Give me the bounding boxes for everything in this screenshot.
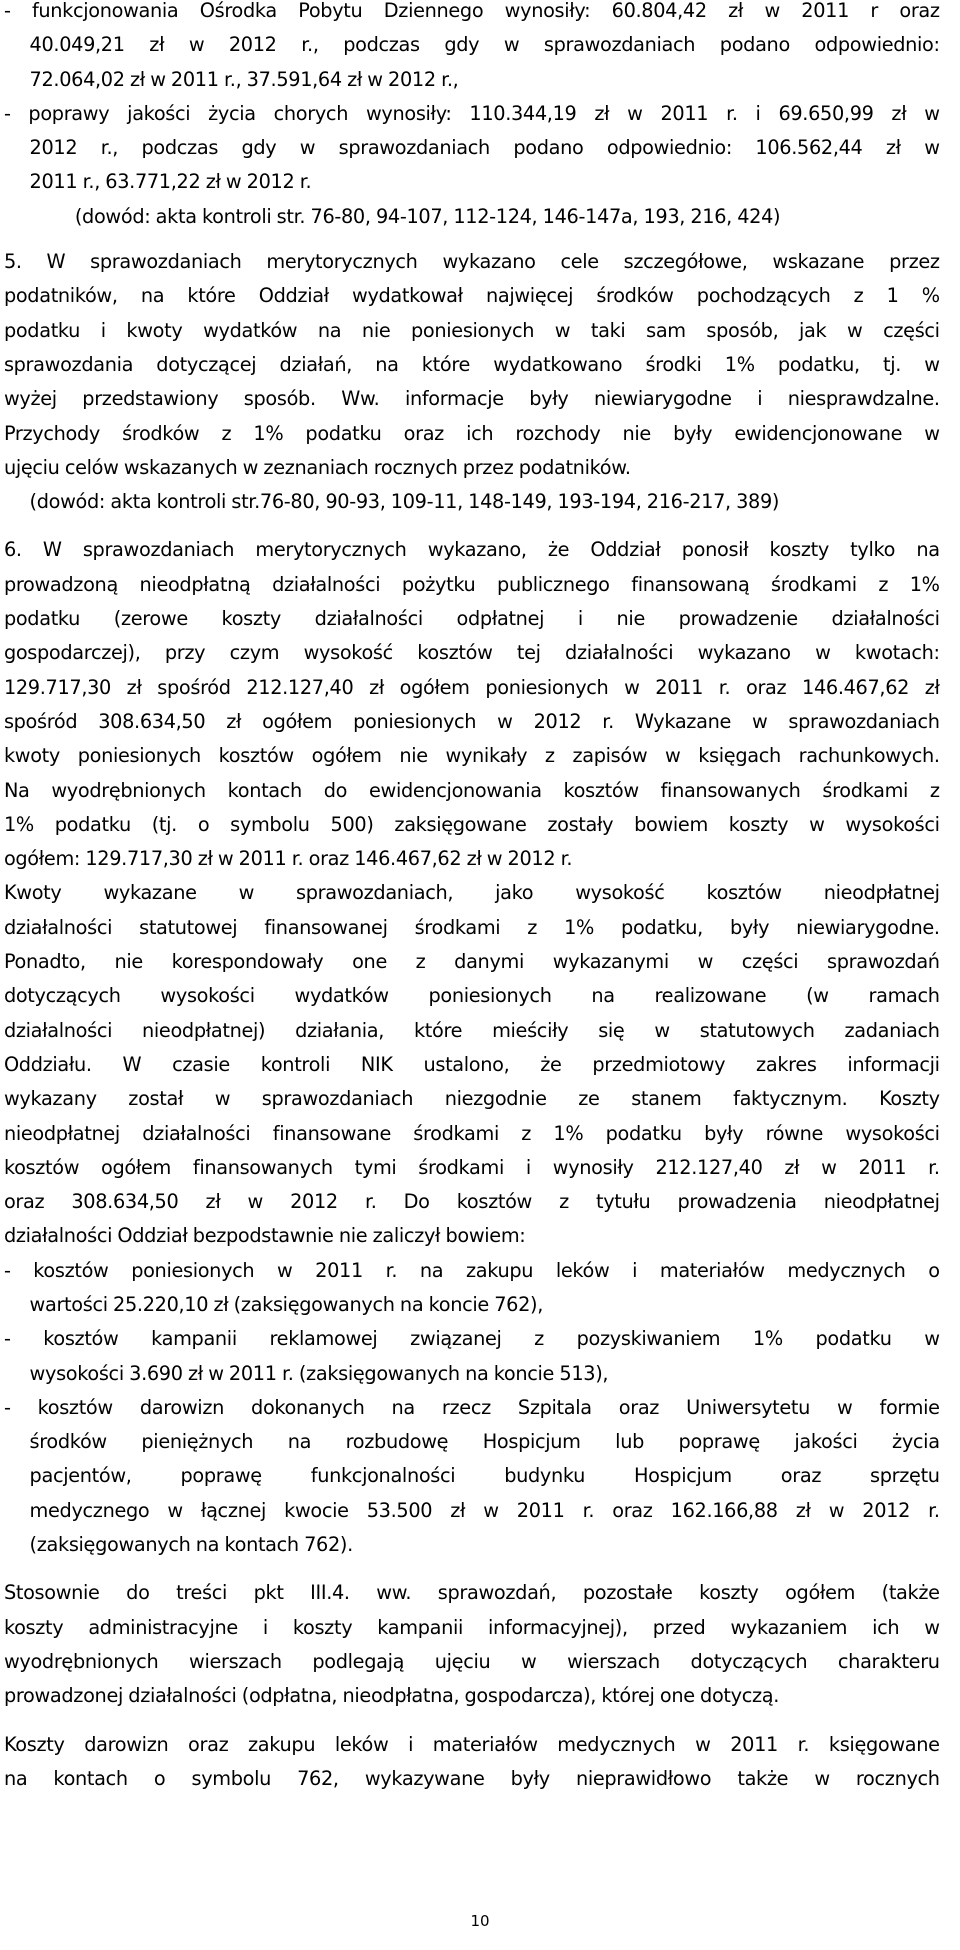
list-item-continuation: medycznego w łącznej kwocie 53.500 zł w 2011 r. oraz 162.166,88 zł w 2012 r. [29,1498,940,1522]
list-item: - kosztów poniesionych w 2011 r. na zakupu leków i materiałów medycznych o [3,1258,940,1282]
text-line: na kontach o symbolu 762, wykazywane były nieprawidłowo także w rocznych [3,1766,940,1790]
text-line: nieodpłatnej działalności finansowane środkami z 1% podatku były równe wysokości [3,1121,940,1145]
text-line: podatku i kwoty wydatków na nie poniesionych w taki sam sposób, jak w części [3,318,940,342]
text-line: - poprawy jakości życia chorych wynosiły: 110.344,19 zł w 2011 r. i 69.650,99 zł w [3,101,940,125]
text-line: 72.064,02 zł w 2011 r., 37.591,64 zł w 2012 r., [29,67,459,91]
point-6 [4,533,940,1562]
text-line: działalności statutowej finansowanej środkami z 1% podatku, były niewiarygodne. [3,915,940,939]
list-item: - kosztów kampanii reklamowej związanej z pozyskiwaniem 1% podatku w [3,1327,940,1351]
text-line: ujęciu celów wskazanych w zeznaniach rocznych przez podatników. [3,455,631,479]
cost-list-continuation [4,0,940,234]
text-line: oraz 308.634,50 zł w 2012 r. Do kosztów z tytułu prowadzenia nieodpłatnej [3,1190,940,1214]
list-item: - kosztów darowizn dokonanych na rzecz Szpitala oraz Uniwersytetu w formie [3,1395,940,1419]
text-line: ogółem: 129.717,30 zł w 2011 r. oraz 146.467,62 zł w 2012 r. [3,847,573,871]
text-line: działalności nieodpłatnej) działania, które mieściły się w statutowych zadaniach [3,1018,940,1042]
text-line: 5. W sprawozdaniach merytorycznych wykazano cele szczegółowe, wskazane przez [3,250,940,274]
text-line: działalności Oddział bezpodstawnie nie zaliczył bowiem: [3,1224,526,1248]
text-line: spośród 308.634,50 zł ogółem poniesionych w 2012 r. Wykazane w sprawozdaniach [3,709,940,733]
text-line: prowadzonej działalności (odpłatna, nieodpłatna, gospodarcza), której one dotyczą. [3,1684,780,1708]
text-line: koszty administracyjne i koszty kampanii informacyjnej), przed wykazaniem ich w [3,1615,940,1639]
list-item-continuation: wysokości 3.690 zł w 2011 r. (zaksięgowanych na koncie 513), [29,1361,609,1385]
text-line: podatników, na które Oddział wydatkował najwięcej środków pochodzących z 1 % [3,284,940,308]
page-number: 10 [470,1912,490,1930]
list-item-continuation: środków pieniężnych na rozbudowę Hospicjum lub poprawę jakości życia [29,1430,940,1454]
text-line: wyżej przedstawiony sposób. Ww. informacje były niewiarygodne i niesprawdzalne. [3,387,940,411]
list-item-continuation: pacjentów, poprawę funkcjonalności budynku Hospicjum oraz sprzętu [29,1464,940,1488]
text-line: Oddziału. W czasie kontroli NIK ustalono, że przedmiotowy zakres informacji [3,1052,940,1076]
text-line: 40.049,21 zł w 2012 r., podczas gdy w sprawozdaniach podano odpowiednio: [29,33,940,57]
text-line: sprawozdania dotyczącej działań, na które wydatkowano środki 1% podatku, tj. w [3,352,940,376]
text-line: 6. W sprawozdaniach merytorycznych wykazano, że Oddział ponosił koszty tylko na [3,538,940,562]
text-line: Ponadto, nie korespondowały one z danymi wykazanymi w części sprawozdań [3,950,940,974]
paragraph-koszty-darowizn [4,1728,940,1797]
text-line: kosztów ogółem finansowanych tymi środkami i wynosiły 212.127,40 zł w 2011 r. [3,1155,940,1179]
text-line: prowadzoną nieodpłatną działalności pożytku publicznego finansowaną środkami z 1% [3,572,940,596]
list-item-continuation: (zaksięgowanych na kontach 762). [29,1533,353,1557]
text-line: Kwoty wykazane w sprawozdaniach, jako wysokość kosztów nieodpłatnej [3,881,940,905]
list-item-continuation: wartości 25.220,10 zł (zaksięgowanych na koncie 762), [29,1292,543,1316]
text-line: dotyczących wysokości wydatków poniesionych na realizowane (w ramach [3,984,940,1008]
text-line: Koszty darowizn oraz zakupu leków i materiałów medycznych w 2011 r. księgowane [3,1732,940,1756]
text-line: - funkcjonowania Ośrodka Pobytu Dziennego wynosiły: 60.804,42 zł w 2011 r oraz [3,0,940,22]
paragraph-stosownie [4,1576,940,1713]
text-line: wyodrębnionych wierszach podlegają ujęciu w wierszach dotyczących charakteru [3,1649,940,1673]
text-line: wykazany został w sprawozdaniach niezgodnie ze stanem faktycznym. Koszty [3,1087,940,1111]
point-5 [4,245,940,519]
evidence-note: (dowód: akta kontroli str.76-80, 90-93, 109-11, 148-149, 193-194, 216-217, 389) [29,490,780,514]
text-line: 1% podatku (tj. o symbolu 500) zaksięgowane zostały bowiem koszty w wysokości [3,812,940,836]
text-line: podatku (zerowe koszty działalności odpłatnej i nie prowadzenie działalności [3,607,940,631]
text-line: Stosownie do treści pkt III.4. ww. sprawozdań, pozostałe koszty ogółem (także [3,1581,940,1605]
evidence-note: (dowód: akta kontroli str. 76-80, 94-107, 112-124, 146-147a, 193, 216, 424) [74,204,781,228]
text-line: 2011 r., 63.771,22 zł w 2012 r. [29,170,312,194]
text-line: kwoty poniesionych kosztów ogółem nie wynikały z zapisów w księgach rachunkowych. [3,744,940,768]
text-line: 129.717,30 zł spośród 212.127,40 zł ogółem poniesionych w 2011 r. oraz 146.467,62 zł [3,675,940,699]
text-line: gospodarczej), przy czym wysokość kosztów tej działalności wykazano w kwotach: [3,641,940,665]
text-line: 2012 r., podczas gdy w sprawozdaniach podano odpowiednio: 106.562,44 zł w [29,136,940,160]
text-line: Przychody środków z 1% podatku oraz ich rozchody nie były ewidencjonowane w [3,421,940,445]
text-line: Na wyodrębnionych kontach do ewidencjonowania kosztów finansowanych środkami z [3,778,940,802]
